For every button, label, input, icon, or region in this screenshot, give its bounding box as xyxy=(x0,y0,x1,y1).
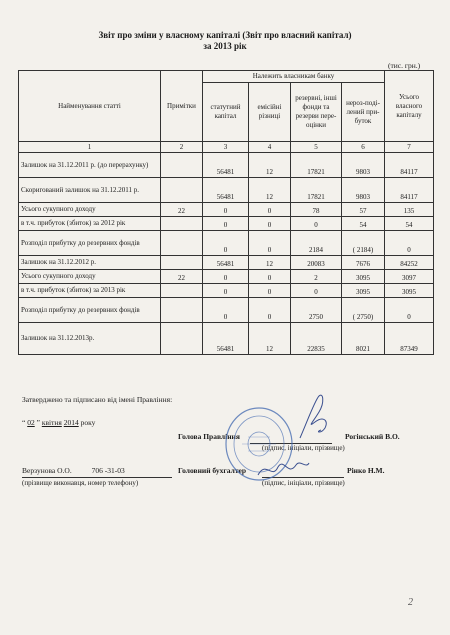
row-label: Залишок на 31.12.2011 р. (до перерахунку) xyxy=(19,153,161,178)
equity-changes-table xyxy=(18,70,434,355)
row-label: Залишок на 31.12.2012 р. xyxy=(19,256,161,270)
cell-retained: ( 2184) xyxy=(342,231,385,256)
cell-total: 54 xyxy=(385,217,434,231)
executor-line xyxy=(22,466,125,475)
cell-notes: 22 xyxy=(161,270,203,284)
cell-retained: 57 xyxy=(342,203,385,217)
cell-retained: 3095 xyxy=(342,270,385,284)
cell-notes xyxy=(161,298,203,323)
cell-premium: 12 xyxy=(249,153,291,178)
cell-statutory: 56481 xyxy=(203,323,249,355)
cell-premium: 0 xyxy=(249,217,291,231)
cell-reserves: 2750 xyxy=(291,298,342,323)
cell-retained: 7676 xyxy=(342,256,385,270)
table-row xyxy=(19,298,434,323)
cell-statutory: 56481 xyxy=(203,256,249,270)
executor-underline xyxy=(22,477,172,478)
cell-total: 3097 xyxy=(385,270,434,284)
date-suffix: року xyxy=(80,418,96,427)
row-label: Розподіл прибутку до резервних фондів xyxy=(19,298,161,323)
row-label: Скоригований залишок на 31.12.2011 р. xyxy=(19,178,161,203)
table-row xyxy=(19,231,434,256)
header-reserves: резервні, інші фонди та резерви пере-оцінки xyxy=(291,83,342,142)
cell-retained: 54 xyxy=(342,217,385,231)
header-total: Усього власного капіталу xyxy=(385,71,434,142)
cell-premium: 0 xyxy=(249,298,291,323)
cell-retained: 9803 xyxy=(342,153,385,178)
header-owners-group: Належить власникам банку xyxy=(203,71,385,83)
cell-reserves: 2184 xyxy=(291,231,342,256)
cell-retained: ( 2750) xyxy=(342,298,385,323)
accountant-signature xyxy=(256,455,311,483)
title-line-2: за 2013 рік xyxy=(203,41,247,51)
cell-notes xyxy=(161,323,203,355)
head-name: Рогінський В.О. xyxy=(345,432,400,441)
header-statutory: статутний капітал xyxy=(203,83,249,142)
cell-reserves: 0 xyxy=(291,217,342,231)
cell-total: 0 xyxy=(385,231,434,256)
cell-reserves: 17821 xyxy=(291,153,342,178)
cell-premium: 12 xyxy=(249,256,291,270)
row-label: Залишок на 31.12.2013р. xyxy=(19,323,161,355)
row-label: Розподіл прибутку до резервних фондів xyxy=(19,231,161,256)
cell-premium: 0 xyxy=(249,270,291,284)
row-label: Усього сукупного доходу xyxy=(19,270,161,284)
row-label: в т.ч. прибуток (збиток) за 2012 рік xyxy=(19,217,161,231)
title-line-1: Звіт про зміни у власному капіталі (Звіт про власний капітал) xyxy=(98,30,352,40)
executor-phone: 706 -31-03 xyxy=(91,466,125,475)
cell-notes: 22 xyxy=(161,203,203,217)
col-number: 1 xyxy=(19,142,161,153)
cell-retained: 9803 xyxy=(342,178,385,203)
units-label: (тис. грн.) xyxy=(388,61,421,70)
col-number: 7 xyxy=(385,142,434,153)
cell-premium: 0 xyxy=(249,231,291,256)
cell-premium: 0 xyxy=(249,284,291,298)
cell-total: 84117 xyxy=(385,178,434,203)
cell-reserves: 2 xyxy=(291,270,342,284)
header-item: Найменування статті xyxy=(19,71,161,142)
head-title: Голова Правління xyxy=(178,432,240,441)
cell-total: 84252 xyxy=(385,256,434,270)
cell-notes xyxy=(161,217,203,231)
cell-reserves: 78 xyxy=(291,203,342,217)
cell-notes xyxy=(161,178,203,203)
table-row xyxy=(19,153,434,178)
accountant-title: Головний бухгалтер xyxy=(178,466,247,475)
cell-premium: 12 xyxy=(249,323,291,355)
cell-statutory: 0 xyxy=(203,217,249,231)
cell-notes xyxy=(161,231,203,256)
row-label: в т.ч. прибуток (збиток) за 2013 рік xyxy=(19,284,161,298)
approval-statement: Затверджено та підписано від імені Правління: xyxy=(22,395,173,404)
cell-statutory: 0 xyxy=(203,298,249,323)
head-caption: (підпис, ініціали, прізвище) xyxy=(262,444,345,452)
table-row xyxy=(19,284,434,298)
col-number: 6 xyxy=(342,142,385,153)
page-mark: 2 xyxy=(408,597,413,608)
cell-notes xyxy=(161,284,203,298)
cell-notes xyxy=(161,153,203,178)
cell-statutory: 0 xyxy=(203,203,249,217)
cell-total: 135 xyxy=(385,203,434,217)
cell-reserves: 20083 xyxy=(291,256,342,270)
cell-retained: 8021 xyxy=(342,323,385,355)
date-year: 2014 xyxy=(63,418,79,427)
cell-reserves: 17821 xyxy=(291,178,342,203)
cell-statutory: 0 xyxy=(203,284,249,298)
cell-statutory: 56481 xyxy=(203,153,249,178)
header-retained: нероз-поді-лений при-буток xyxy=(342,83,385,142)
table-row xyxy=(19,178,434,203)
cell-reserves: 22835 xyxy=(291,323,342,355)
head-signature xyxy=(295,392,335,442)
report-title xyxy=(0,30,450,52)
header-share-premium: емісійні різниці xyxy=(249,83,291,142)
table-row xyxy=(19,270,434,284)
date-month: квітня xyxy=(41,418,62,427)
cell-premium: 12 xyxy=(249,178,291,203)
table-row xyxy=(19,217,434,231)
table-row xyxy=(19,256,434,270)
table-row xyxy=(19,203,434,217)
cell-reserves: 0 xyxy=(291,284,342,298)
row-label: Усього сукупного доходу xyxy=(19,203,161,217)
cell-total: 3095 xyxy=(385,284,434,298)
accountant-name: Рінко Н.М. xyxy=(347,466,385,475)
col-number: 4 xyxy=(249,142,291,153)
cell-statutory: 56481 xyxy=(203,178,249,203)
executor-name: Верзунова О.О. xyxy=(22,466,72,475)
header-notes: Примітки xyxy=(161,71,203,142)
cell-total: 84117 xyxy=(385,153,434,178)
cell-premium: 0 xyxy=(249,203,291,217)
cell-statutory: 0 xyxy=(203,270,249,284)
col-number: 5 xyxy=(291,142,342,153)
accountant-caption: (підпис, ініціали, прізвище) xyxy=(262,479,345,487)
cell-total: 0 xyxy=(385,298,434,323)
cell-statutory: 0 xyxy=(203,231,249,256)
cell-retained: 3095 xyxy=(342,284,385,298)
col-number: 3 xyxy=(203,142,249,153)
cell-notes xyxy=(161,256,203,270)
approval-date: “ 02 ” квітня 2014 року xyxy=(22,418,96,427)
col-number: 2 xyxy=(161,142,203,153)
cell-total: 87349 xyxy=(385,323,434,355)
executor-caption: (прізвище виконавця, номер телефону) xyxy=(22,479,139,487)
table-row xyxy=(19,323,434,355)
date-day: 02 xyxy=(27,418,35,427)
